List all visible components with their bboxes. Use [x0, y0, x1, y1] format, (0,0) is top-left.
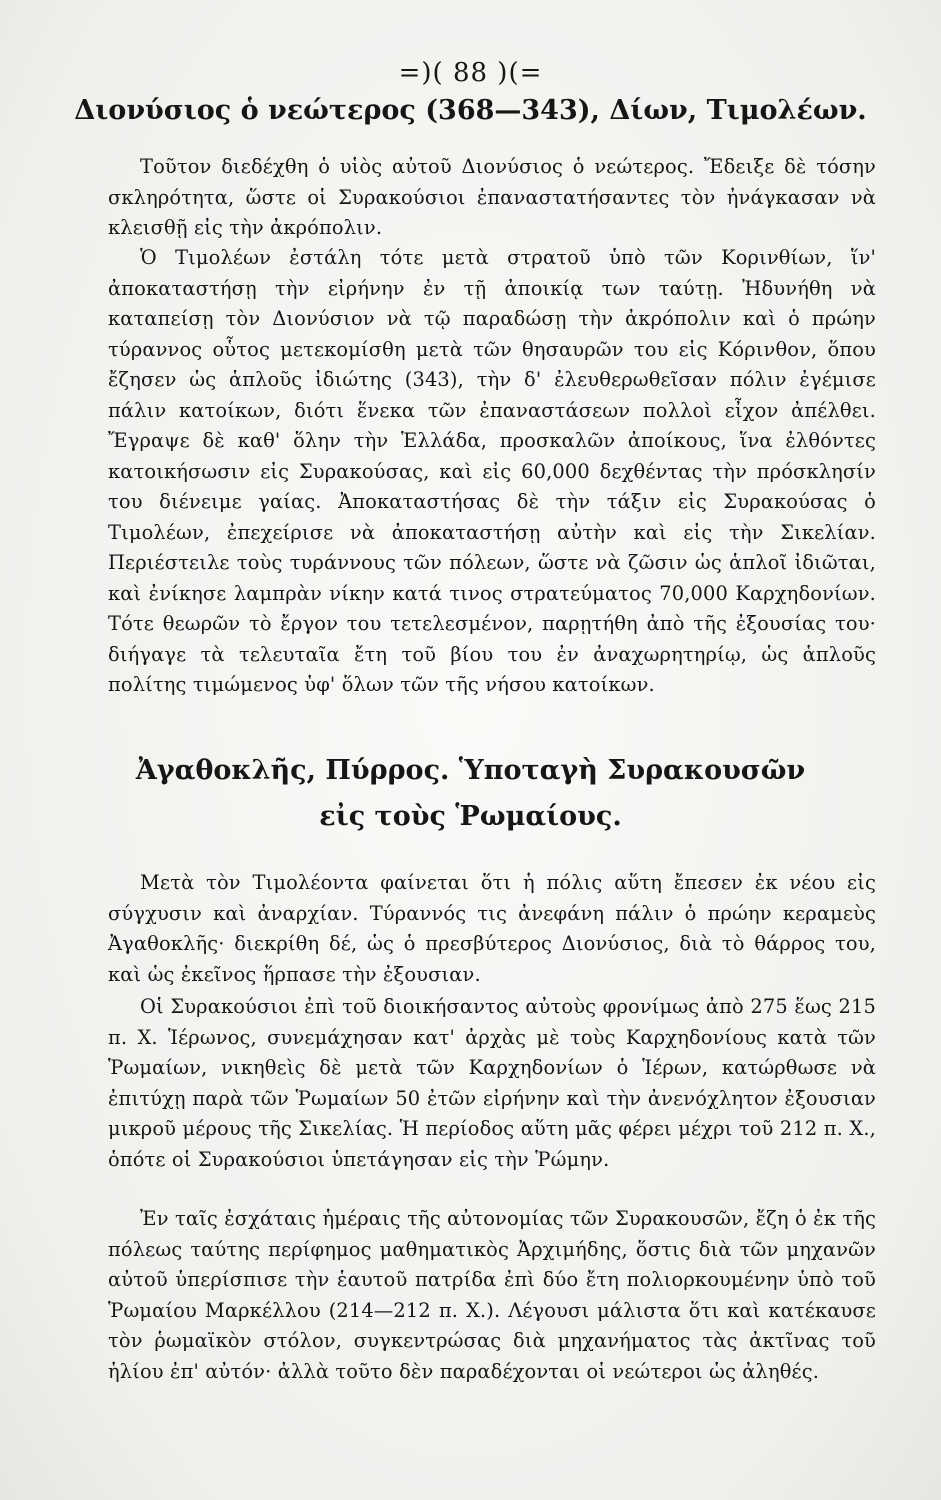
paragraph-successor: Τοῦτον διεδέχθη ὁ υἱὸς αὐτοῦ Διονύσιος ὁ νεώτερος. Ἔδειξε δὲ τόσην σκληρότητα, ὥστε οἱ Συρακούσιοι ἐπαναστατήσαντες τὸν ἠνάγκασαν νὰ κλεισθῇ εἰς τὴν ἀκρόπολιν.: [108, 155, 876, 239]
paragraph-timoleon: Ὁ Τιμολέων ἐστάλη τότε μετὰ στρατοῦ ὑπὸ τῶν Κορινθίων, ἵν' ἀποκαταστήσῃ τὴν εἰρήνην ἐν τῇ ἀποικίᾳ των ταύτῃ. Ἠδυνήθη νὰ καταπείσῃ τὸν Διονύσιον νὰ τῷ παραδώσῃ τὴν ἀκρόπολιν καὶ ὁ πρώην τύραννος οὗτος μετεκομίσθη μετὰ τῶν θησαυρῶν του εἰς Κόρινθον, ὅπου ἔζησεν ὡς ἁπλοῦς ἰδιώτης (343), τὴν δ' ἐλευθερωθεῖσαν πόλιν ἐγέμισε πάλιν κατοίκων, διότι ἕνεκα τῶν ἐπαναστάσεων πολλοὶ εἶχον ἀπέλθει. Ἔγραψε δὲ καθ' ὅλην τὴν Ἑλλάδα, προσκαλῶν ἀποίκους, ἵνα ἐλθόντες κατοικήσωσιν εἰς Συρακούσας, καὶ εἰς 60,000 δεχθέντας τὴν πρόσκλησίν του διένειμε γαίας. Ἀποκαταστήσας δὲ τὴν τάξιν εἰς Συρακούσας ὁ Τιμολέων, ἐπεχείρισε νὰ ἀποκαταστήσῃ αὐτὴν καὶ εἰς τὴν Σικελίαν. Περιέστειλε τοὺς τυράννους τῶν πόλεων, ὥστε νὰ ζῶσιν ὡς ἁπλοῖ ἰδιῶται, καὶ ἐνίκησε λαμπρὰν νίκην κατά τινος στρατεύματος 70,000 Καρχηδονίων. Τότε θεωρῶν τὸ ἔργον του τετελεσμένον, παρῃτήθη ἀπὸ τῆς ἐξουσίας του· διήγαγε τὰ τελευταῖα ἔτη τοῦ βίου του ἐν ἀναχωρητηρίῳ, ὡς ἁπλοῦς πολίτης τιμώμενος ὑφ' ὅλων τῶν τῆς νήσου κατοίκων.: [108, 246, 876, 696]
paragraph-archimedes: Ἐν ταῖς ἐσχάταις ἡμέραις τῆς αὐτονομίας τῶν Συρακουσῶν, ἔζη ὁ ἐκ τῆς πόλεως ταύτης περίφημος μαθηματικὸς Ἀρχιμήδης, ὅστις διὰ τῶν μηχανῶν αὐτοῦ ὑπερίσπισε τὴν ἑαυτοῦ πατρίδα ἐπὶ δύο ἔτη πολιορκουμένην ὑπὸ τοῦ Ῥωμαίου Μαρκέλλου (214—212 π. Χ.). Λέγουσι μάλιστα ὅτι καὶ κατέκαυσε τὸν ῥωμαϊκὸν στόλον, συγκεντρώσας διὰ μηχανήματος τὰς ἀκτῖνας τοῦ ἡλίου ἐπ' αὐτόν· ἀλλὰ τοῦτο δὲν παραδέχονται οἱ νεώτεροι ὡς ἀληθές.: [108, 1207, 876, 1383]
paragraph-hieron: Οἱ Συρακούσιοι ἐπὶ τοῦ διοικήσαντος αὐτοὺς φρονίμως ἀπὸ 275 ἕως 215 π. Χ. Ἱέρωνος, συνεμάχησαν κατ' ἀρχὰς μὲ τοὺς Καρχηδονίους κατὰ τῶν Ῥωμαίων, νικηθεὶς δὲ μετὰ τῶν Καρχηδονίων ὁ Ἱέρων, κατώρθωσε νὰ ἐπιτύχῃ παρὰ τῶν Ῥωμαίων 50 ἐτῶν εἰρήνην καὶ τὴν ἀνενόχλητον ἐξουσιαν μικροῦ μέρους τῆς Σικελίας. Ἡ περίοδος αὕτη μᾶς φέρει μέχρι τοῦ 212 π. Χ., ὁπότε οἱ Συρακούσιοι ὑπετάγησαν εἰς τὴν Ῥώμην.: [108, 995, 876, 1171]
section-heading-dionysius: Διονύσιος ὁ νεώτερος (368—343), Δίων, Τιμολέων.: [74, 95, 867, 126]
paragraph-agathocles: Μετὰ τὸν Τιμολέοντα φαίνεται ὅτι ἡ πόλις αὕτη ἔπεσεν ἐκ νέου εἰς σύγχυσιν καὶ ἀναρχίαν. Τύραννός τις ἀνεφάνη πάλιν ὁ πρώην κεραμεὺς Ἀγαθοκλῆς· διεκρίθη δέ, ὡς ὁ πρεσβύτερος Διονύσιος, διὰ τὸ θάρρος του, καὶ ὡς ἐκεῖνος ἥρπασε τὴν ἐξουσιαν.: [108, 871, 876, 986]
page-number: =)( 88 )(=: [398, 58, 543, 88]
section-heading-agathocles-continued: εἰς τοὺς Ῥωμαίους.: [319, 801, 622, 832]
section-heading-agathocles: Ἀγαθοκλῆς, Πύρρος. Ὑποταγὴ Συρακουσῶν: [135, 755, 806, 786]
